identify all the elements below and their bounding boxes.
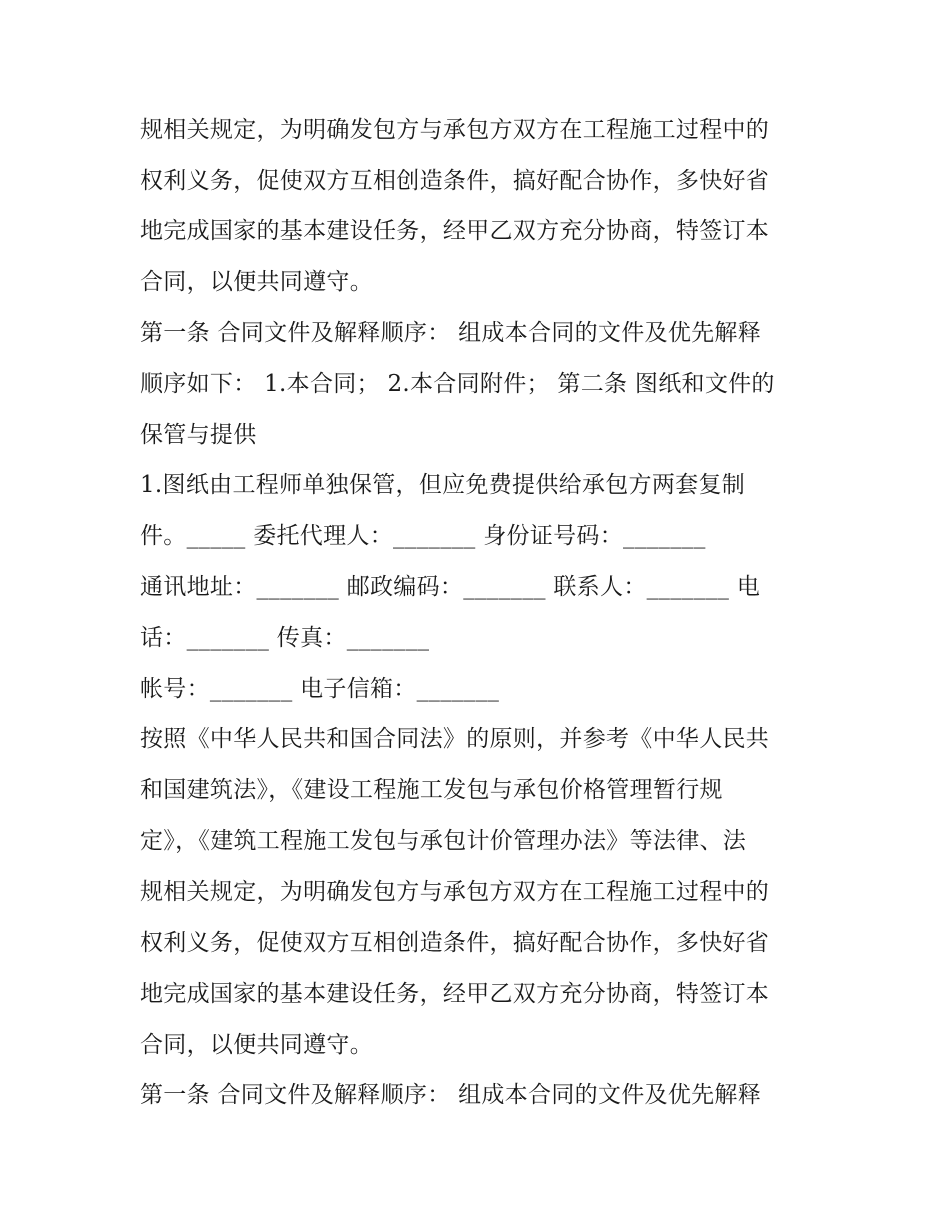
- text-line: 权利义务，促使双方互相创造条件，搞好配合协作，多快好省: [140, 168, 770, 194]
- text-line: 第一条 合同文件及解释顺序： 组成本合同的文件及优先解释: [140, 320, 762, 346]
- text-line: 通讯地址：_______ 邮政编码：_______ 联系人：_______ 电: [140, 574, 761, 600]
- text-line: 按照《中华人民共和国合同法》的原则，并参考《中华人民共: [140, 726, 770, 752]
- text-line: 件。_____ 委托代理人：_______ 身份证号码：_______: [140, 523, 706, 549]
- text-line: 话：_______ 传真：_______: [140, 625, 430, 651]
- text-line: 合同，以便共同遵守。: [140, 1032, 373, 1058]
- text-line: 定》，《建筑工程施工发包与承包计价管理办法》等法律、法: [140, 828, 747, 854]
- text-line: 和国建筑法》，《建设工程施工发包与承包价格管理暂行规: [140, 777, 723, 803]
- text-line: 顺序如下： 1.本合同； 2.本合同附件； 第二条 图纸和文件的: [140, 371, 775, 397]
- text-line: 合同，以便共同遵守。: [140, 269, 373, 295]
- text-line: 地完成国家的基本建设任务，经甲乙双方充分协商，特签订本: [140, 218, 770, 244]
- text-line: 规相关规定，为明确发包方与承包方双方在工程施工过程中的: [140, 117, 770, 143]
- text-line: 规相关规定，为明确发包方与承包方双方在工程施工过程中的: [140, 879, 770, 905]
- text-line: 帐号：_______ 电子信箱：_______: [140, 676, 500, 702]
- text-line: 权利义务，促使双方互相创造条件，搞好配合协作，多快好省: [140, 930, 770, 956]
- text-line: 保管与提供: [140, 422, 257, 448]
- text-line: 1.图纸由工程师单独保管，但应免费提供给承包方两套复制: [140, 472, 746, 498]
- text-line: 第一条 合同文件及解释顺序： 组成本合同的文件及优先解释: [140, 1082, 762, 1108]
- text-line: 地完成国家的基本建设任务，经甲乙双方充分协商，特签订本: [140, 981, 770, 1007]
